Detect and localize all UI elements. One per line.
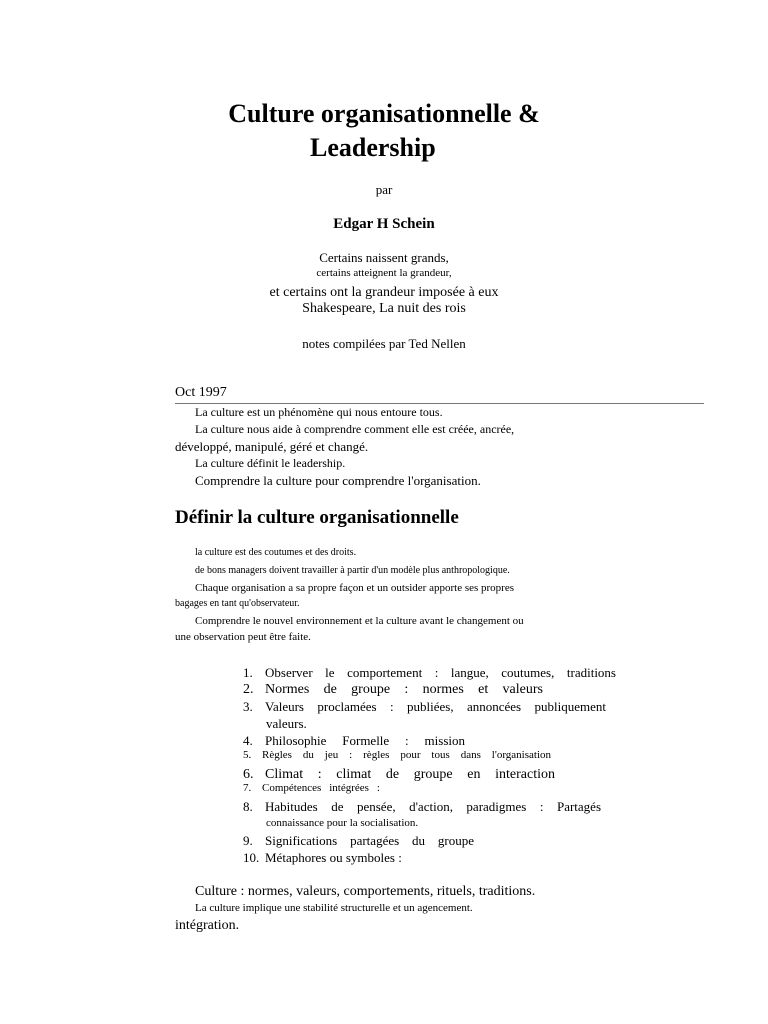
section-paragraph-3-line-2: bagages en tant qu'observateur. [175, 598, 300, 609]
intro-paragraph-4: Comprendre la culture pour comprendre l'organisation. [195, 473, 481, 488]
epigraph-line-2: certains atteignent la grandeur, [316, 267, 452, 279]
list-item-number: 7. [243, 782, 252, 794]
list-item-text: Habitudes de pensée, d'action, paradigmes : Partagés [265, 799, 601, 814]
list-item-number: 5. [243, 749, 252, 761]
closing-paragraph-3: intégration. [175, 918, 240, 933]
list-item [243, 665, 616, 681]
list-item-number: 8. [243, 799, 253, 814]
list-item-text: Métaphores ou symboles : [265, 850, 402, 865]
list-item [243, 767, 555, 783]
list-item [243, 782, 380, 794]
section-paragraph-4-line-2: une observation peut être faite. [175, 631, 311, 643]
document-date: Oct 1997 [175, 385, 227, 400]
list-item-number: 6. [243, 767, 254, 782]
intro-paragraph-1: La culture est un phénomène qui nous entoure tous. [195, 405, 443, 419]
list-item-number: 9. [243, 833, 253, 848]
list-item-number: 10. [243, 850, 260, 865]
list-item-text: Règles du jeu : règles pour tous dans l'organisation [262, 749, 551, 761]
closing-paragraph-2: La culture implique une stabilité structurelle et un agencement. [195, 902, 473, 914]
list-item-text: Climat : climat de groupe en interaction [265, 767, 555, 782]
list-item [243, 749, 551, 761]
list-item [243, 850, 402, 866]
section-paragraph-2: de bons managers doivent travailler à partir d'un modèle plus anthropologique. [195, 565, 510, 576]
list-item [243, 799, 601, 815]
list-item-text: Significations partagées du groupe [265, 833, 474, 848]
intro-paragraph-3: La culture définit le leadership. [195, 456, 346, 470]
list-item-continuation: valeurs. [266, 716, 307, 731]
section-paragraph-1: la culture est des coutumes et des droits. [195, 547, 357, 558]
epigraph-attribution: Shakespeare, La nuit des rois [302, 301, 466, 316]
list-item-number: 2. [243, 682, 254, 697]
compiled-by: notes compilées par Ted Nellen [302, 336, 466, 351]
list-item-text: Valeurs proclamées : publiées, annoncées publiquement [265, 699, 606, 714]
list-item-text: Normes de groupe : normes et valeurs [265, 682, 543, 697]
list-item-text: Compétences intégrées : [262, 782, 380, 794]
epigraph-line-1: Certains naissent grands, [319, 250, 449, 265]
closing-paragraph-1: Culture : normes, valeurs, comportements, rituels, traditions. [195, 884, 536, 899]
horizontal-rule [175, 403, 704, 404]
list-item-number: 4. [243, 733, 253, 748]
epigraph-line-3: et certains ont la grandeur imposée à eux [269, 285, 499, 300]
list-item [243, 699, 606, 715]
list-item-text: Philosophie Formelle : mission [265, 733, 465, 748]
document-title-line-1: Culture organisationnelle & [228, 99, 540, 128]
byline: par [375, 182, 393, 197]
document-title-line-2: Leadership [310, 133, 436, 162]
section-paragraph-3-line-1: Chaque organisation a sa propre façon et un outsider apporte ses propres [195, 582, 515, 594]
intro-paragraph-2-line-1: La culture nous aide à comprendre comment elle est créée, ancrée, [195, 422, 515, 436]
list-item-continuation: connaissance pour la socialisation. [266, 817, 419, 829]
list-item-number: 1. [243, 665, 253, 680]
list-item [243, 682, 543, 698]
section-paragraph-4-line-1: Comprendre le nouvel environnement et la culture avant le changement ou [195, 615, 524, 627]
list-item-text: Observer le comportement : langue, coutumes, traditions [265, 665, 616, 680]
author-name: Edgar H Schein [333, 216, 435, 232]
intro-paragraph-2-line-2: développé, manipulé, géré et changé. [175, 439, 369, 454]
section-heading: Définir la culture organisationnelle [175, 507, 459, 528]
list-item-number: 3. [243, 699, 253, 714]
list-item [243, 833, 474, 849]
list-item [243, 733, 465, 749]
